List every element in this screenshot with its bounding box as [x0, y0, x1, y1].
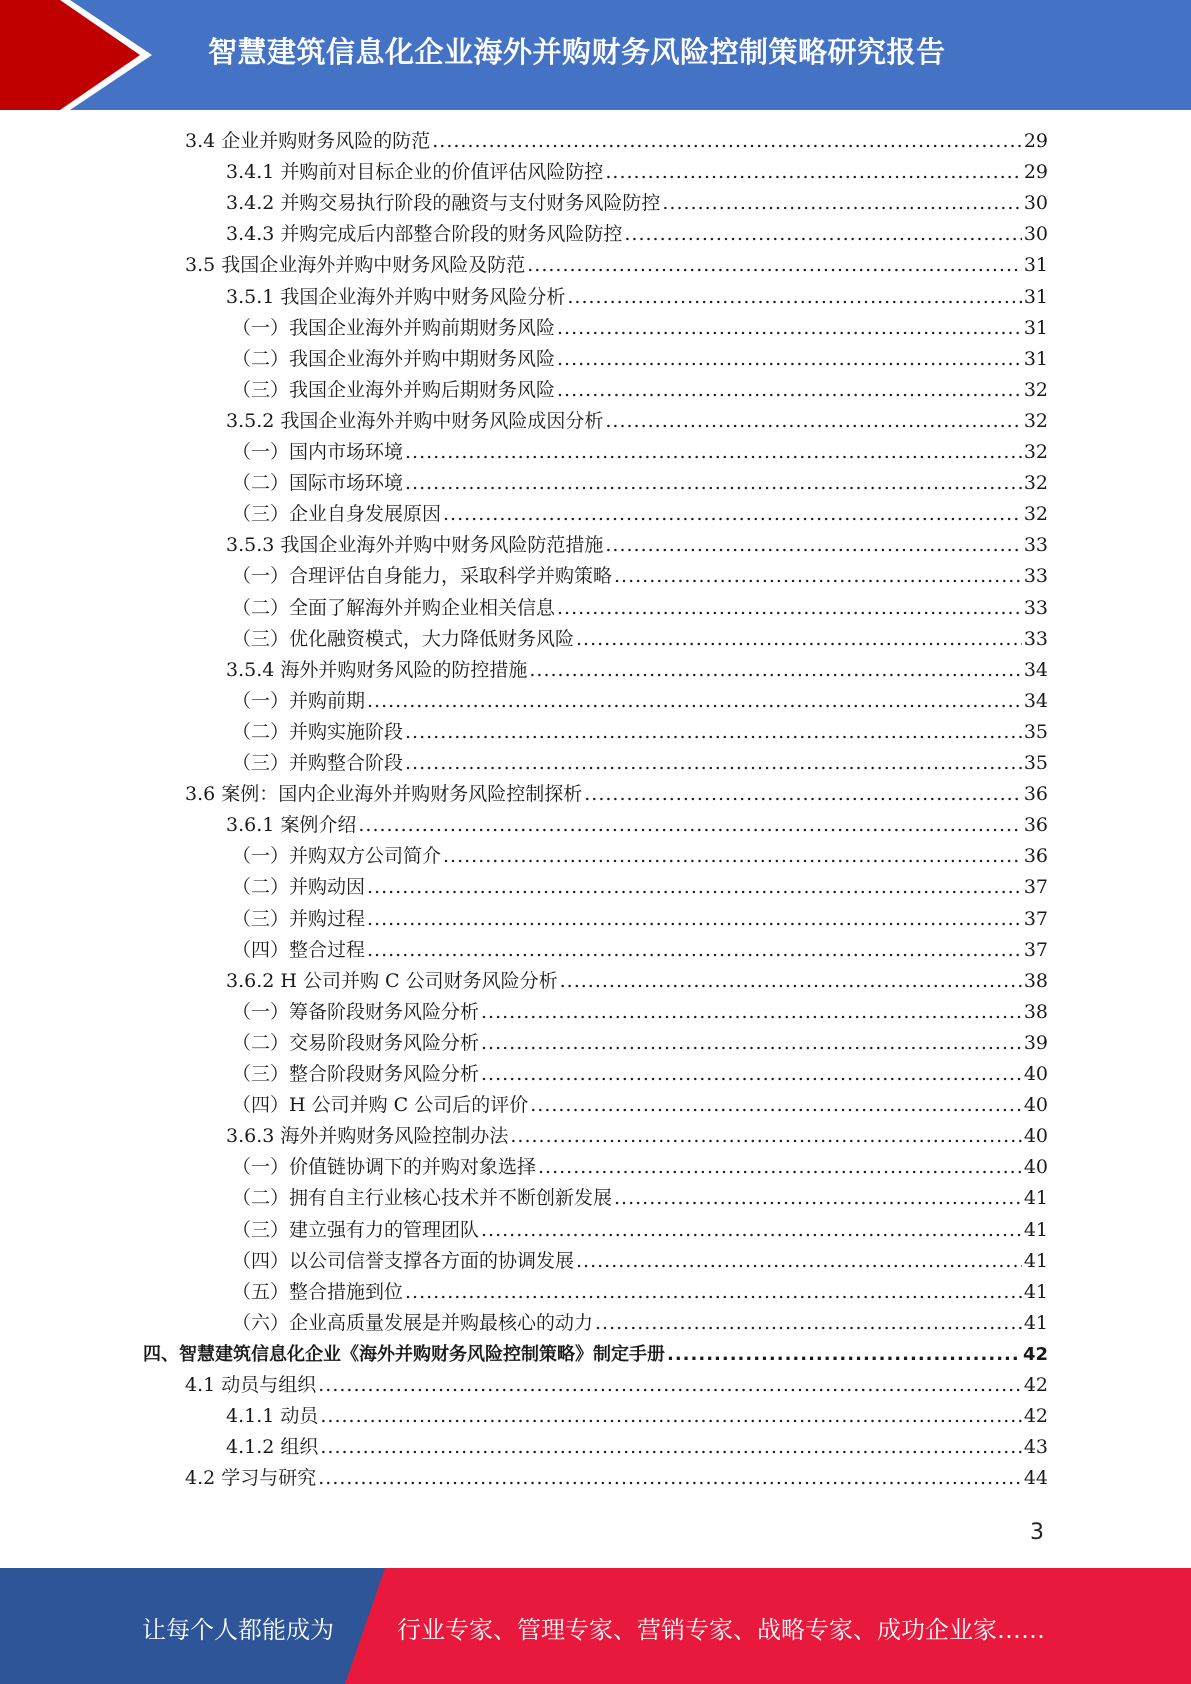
toc-entry-label: 3.4 企业并购财务风险的防范: [185, 130, 431, 152]
toc-entry[interactable]: [232, 624, 1048, 655]
toc-entry-label: （一）我国企业海外并购前期财务风险: [232, 317, 556, 339]
toc-entry-page: 33: [1023, 565, 1048, 587]
toc-entry[interactable]: [226, 406, 1048, 437]
toc-entry[interactable]: [232, 1152, 1048, 1183]
toc-dot-leader: [614, 1183, 1022, 1214]
toc-entry-label: 3.6.3 海外并购财务风险控制办法: [226, 1125, 509, 1147]
toc-entry-page: 37: [1023, 876, 1048, 898]
toc-entry[interactable]: [232, 1277, 1048, 1308]
toc-entry-label: （三）并购过程: [232, 908, 366, 930]
toc-entry-page: 36: [1023, 814, 1048, 836]
toc-entry[interactable]: [232, 1028, 1048, 1059]
toc-dot-leader: [527, 250, 1022, 281]
toc-dot-leader: [605, 157, 1021, 188]
toc-dot-leader: [576, 1246, 1022, 1277]
toc-entry[interactable]: [232, 1090, 1048, 1121]
toc-dot-leader: [624, 219, 1021, 250]
toc-dot-leader: [320, 1432, 1021, 1463]
toc-entry-page: 39: [1023, 1032, 1048, 1054]
toc-entry-page: 33: [1023, 534, 1048, 556]
page-footer: [0, 1568, 1191, 1684]
toc-entry[interactable]: [185, 1463, 1048, 1494]
toc-dot-leader: [557, 593, 1022, 624]
toc-dot-leader: [367, 904, 1022, 935]
toc-entry-label: 3.4.3 并购完成后内部整合阶段的财务风险防控: [226, 223, 623, 245]
toc-dot-leader: [595, 1308, 1022, 1339]
toc-entry[interactable]: [226, 1121, 1048, 1152]
toc-entry-label: （一）价值链协调下的并购对象选择: [232, 1156, 537, 1178]
toc-entry-label: （一）并购双方公司简介: [232, 845, 442, 867]
toc-dot-leader: [358, 810, 1021, 841]
toc-entry-label: （一）国内市场环境: [232, 441, 404, 463]
toc-dot-leader: [576, 624, 1022, 655]
toc-dot-leader: [614, 561, 1022, 592]
toc-entry[interactable]: [232, 313, 1048, 344]
toc-entry-page: 40: [1023, 1094, 1048, 1116]
toc-entry-label: （一）并购前期: [232, 690, 366, 712]
toc-entry-label: （四）H 公司并购 C 公司后的评价: [232, 1094, 529, 1116]
toc-entry-page: 29: [1023, 161, 1048, 183]
toc-entry[interactable]: [232, 437, 1048, 468]
toc-entry-page: 40: [1023, 1156, 1048, 1178]
toc-entry[interactable]: [232, 593, 1048, 624]
toc-entry[interactable]: [232, 344, 1048, 375]
toc-entry-label: （二）并购动因: [232, 876, 366, 898]
toc-entry[interactable]: [232, 1215, 1048, 1246]
page-number: 3: [1030, 1520, 1044, 1545]
toc-entry-label: （三）我国企业海外并购后期财务风险: [232, 379, 556, 401]
toc-entry-label: 4.2 学习与研究: [185, 1467, 317, 1489]
toc-dot-leader: [320, 1401, 1021, 1432]
toc-entry-label: （三）建立强有力的管理团队: [232, 1219, 480, 1241]
toc-entry-label: （一）合理评估自身能力，采取科学并购策略: [232, 565, 613, 587]
toc-entry-page: 41: [1023, 1281, 1048, 1303]
toc-dot-leader: [318, 1463, 1022, 1494]
toc-entry-label: 3.5 我国企业海外并购中财务风险及防范: [185, 254, 526, 276]
toc-entry-label: 3.5.3 我国企业海外并购中财务风险防范措施: [226, 534, 604, 556]
toc-entry-label: 四、智慧建筑信息化企业《海外并购财务风险控制策略》制定手册: [143, 1344, 665, 1365]
toc-entry-label: （五）整合措施到位: [232, 1281, 404, 1303]
toc-entry-page: 30: [1023, 192, 1048, 214]
toc-entry-page: 34: [1023, 690, 1048, 712]
toc-dot-leader: [318, 1370, 1022, 1401]
toc-entry-label: （四）以公司信誉支撑各方面的协调发展: [232, 1250, 575, 1272]
toc-entry[interactable]: [232, 904, 1048, 935]
toc-dot-leader: [405, 468, 1022, 499]
toc-entry-page: 33: [1023, 597, 1048, 619]
toc-entry[interactable]: [232, 1183, 1048, 1214]
toc-entry-page: 32: [1023, 441, 1048, 463]
toc-entry-page: 41: [1023, 1187, 1048, 1209]
toc-dot-leader: [481, 1059, 1022, 1090]
toc-entry-page: 42: [1022, 1344, 1048, 1365]
toc-entry-label: （四）整合过程: [232, 939, 366, 961]
toc-dot-leader: [567, 282, 1021, 313]
toc-entry-label: 3.6.2 H 公司并购 C 公司财务风险分析: [226, 970, 558, 992]
toc-entry-page: 40: [1023, 1125, 1048, 1147]
toc-entry[interactable]: [232, 935, 1048, 966]
toc-entry[interactable]: [185, 779, 1048, 810]
toc-entry[interactable]: [226, 157, 1048, 188]
report-title: 智慧建筑信息化企业海外并购财务风险控制策略研究报告: [208, 35, 946, 69]
toc-entry-label: （二）拥有自主行业核心技术并不断创新发展: [232, 1187, 613, 1209]
toc-entry[interactable]: [226, 530, 1048, 561]
toc-entry[interactable]: [232, 1308, 1048, 1339]
toc-entry-page: 32: [1023, 472, 1048, 494]
toc-entry-label: 4.1.1 动员: [226, 1405, 319, 1427]
toc-entry[interactable]: [185, 126, 1048, 157]
toc-entry-label: （一）筹备阶段财务风险分析: [232, 1001, 480, 1023]
toc-entry-label: （三）企业自身发展原因: [232, 503, 442, 525]
toc-dot-leader: [405, 437, 1022, 468]
toc-entry-label: （三）整合阶段财务风险分析: [232, 1063, 480, 1085]
toc-entry[interactable]: [232, 872, 1048, 903]
toc-dot-leader: [530, 1090, 1022, 1121]
toc-dot-leader: [405, 1277, 1022, 1308]
toc-entry-page: 41: [1023, 1219, 1048, 1241]
toc-entry-page: 31: [1023, 286, 1048, 308]
toc-entry-label: 3.6 案例：国内企业海外并购财务风险控制探析: [185, 783, 583, 805]
toc-dot-leader: [367, 686, 1022, 717]
toc-entry-page: 37: [1023, 939, 1048, 961]
toc-entry-page: 35: [1023, 752, 1048, 774]
toc-entry-page: 42: [1023, 1374, 1048, 1396]
toc-dot-leader: [405, 748, 1022, 779]
toc-entry-page: 36: [1023, 845, 1048, 867]
toc-entry-label: （二）并购实施阶段: [232, 721, 404, 743]
toc-entry-page: 38: [1023, 970, 1048, 992]
toc-dot-leader: [510, 1121, 1021, 1152]
toc-entry[interactable]: [232, 997, 1048, 1028]
toc-entry-page: 31: [1023, 348, 1048, 370]
toc-entry-page: 32: [1023, 379, 1048, 401]
toc-entry[interactable]: [185, 250, 1048, 281]
toc-entry-label: 3.5.4 海外并购财务风险的防控措施: [226, 659, 528, 681]
footer-slogan-right: 行业专家、管理专家、营销专家、战略专家、成功企业家……: [397, 1616, 1045, 1644]
toc-entry[interactable]: [232, 1059, 1048, 1090]
toc-dot-leader: [662, 188, 1021, 219]
toc-entry-label: 3.4.1 并购前对目标企业的价值评估风险防控: [226, 161, 604, 183]
toc-entry[interactable]: [232, 1246, 1048, 1277]
toc-entry-label: （六）企业高质量发展是并购最核心的动力: [232, 1312, 594, 1334]
toc-entry[interactable]: [232, 561, 1048, 592]
chevron-logo-icon: [0, 0, 160, 110]
toc-entry-page: 42: [1023, 1405, 1048, 1427]
toc-entry-page: 34: [1023, 659, 1048, 681]
toc-entry-label: （二）我国企业海外并购中期财务风险: [232, 348, 556, 370]
toc-entry[interactable]: [226, 1432, 1048, 1463]
toc-dot-leader: [405, 717, 1022, 748]
page-header: [0, 0, 1191, 110]
footer-slogan-left: 让每个人都能成为: [142, 1616, 334, 1644]
toc-dot-leader: [443, 841, 1022, 872]
toc-dot-leader: [557, 344, 1022, 375]
toc-entry-label: （三）并购整合阶段: [232, 752, 404, 774]
toc-entry-page: 35: [1023, 721, 1048, 743]
toc-entry-page: 43: [1023, 1436, 1048, 1458]
toc-entry-label: （二）国际市场环境: [232, 472, 404, 494]
toc-entry-page: 41: [1023, 1250, 1048, 1272]
toc-entry-label: 3.6.1 案例介绍: [226, 814, 357, 836]
toc-entry[interactable]: [226, 1401, 1048, 1432]
toc-entry-label: 3.4.2 并购交易执行阶段的融资与支付财务风险防控: [226, 192, 661, 214]
toc-entry-page: 33: [1023, 628, 1048, 650]
toc-entry-label: （二）交易阶段财务风险分析: [232, 1032, 480, 1054]
toc-dot-leader: [560, 966, 1022, 997]
toc-entry-page: 37: [1023, 908, 1048, 930]
toc-entry-label: 3.5.2 我国企业海外并购中财务风险成因分析: [226, 410, 604, 432]
toc-entry-label: 3.5.1 我国企业海外并购中财务风险分析: [226, 286, 566, 308]
toc-entry[interactable]: [226, 282, 1048, 313]
toc-entry-page: 30: [1023, 223, 1048, 245]
toc-dot-leader: [605, 406, 1021, 437]
toc-entry-page: 32: [1023, 503, 1048, 525]
toc-entry[interactable]: [232, 748, 1048, 779]
toc-entry[interactable]: [226, 966, 1048, 997]
toc-entry-label: （二）全面了解海外并购企业相关信息: [232, 597, 556, 619]
toc-entry-page: 38: [1023, 1001, 1048, 1023]
toc-entry[interactable]: [185, 1370, 1048, 1401]
toc-entry[interactable]: [232, 686, 1048, 717]
toc-entry[interactable]: [232, 717, 1048, 748]
toc-entry-page: 44: [1023, 1467, 1048, 1489]
toc-dot-leader: [557, 313, 1022, 344]
toc-entry-label: 4.1 动员与组织: [185, 1374, 317, 1396]
toc-entry-page: 29: [1023, 130, 1048, 152]
toc-entry-page: 31: [1023, 254, 1048, 276]
toc-dot-leader: [538, 1152, 1022, 1183]
toc-entry[interactable]: [226, 810, 1048, 841]
toc-entry-page: 32: [1023, 410, 1048, 432]
toc-entry[interactable]: [232, 375, 1048, 406]
toc-entry-page: 31: [1023, 317, 1048, 339]
toc-dot-leader: [481, 1028, 1022, 1059]
toc-dot-leader: [432, 126, 1022, 157]
toc-entry[interactable]: [226, 188, 1048, 219]
toc-entry-page: 36: [1023, 783, 1048, 805]
toc-entry[interactable]: [232, 841, 1048, 872]
toc-entry[interactable]: [226, 655, 1048, 686]
toc-dot-leader: [367, 935, 1022, 966]
toc-dot-leader: [529, 655, 1021, 686]
toc-entry-label: （三）优化融资模式，大力降低财务风险: [232, 628, 575, 650]
toc-entry-page: 40: [1023, 1063, 1048, 1085]
toc-dot-leader: [667, 1339, 1021, 1370]
toc-dot-leader: [605, 530, 1021, 561]
toc-dot-leader: [443, 499, 1022, 530]
toc-entry-label: 4.1.2 组织: [226, 1436, 319, 1458]
toc-dot-leader: [481, 1215, 1022, 1246]
toc-entry-page: 41: [1023, 1312, 1048, 1334]
toc-entry[interactable]: [232, 499, 1048, 530]
toc-dot-leader: [584, 779, 1022, 810]
toc-dot-leader: [367, 872, 1022, 903]
toc-dot-leader: [557, 375, 1022, 406]
toc-entry[interactable]: [143, 1339, 1048, 1370]
toc-entry[interactable]: [226, 219, 1048, 250]
toc-entry[interactable]: [232, 468, 1048, 499]
toc-dot-leader: [481, 997, 1022, 1028]
